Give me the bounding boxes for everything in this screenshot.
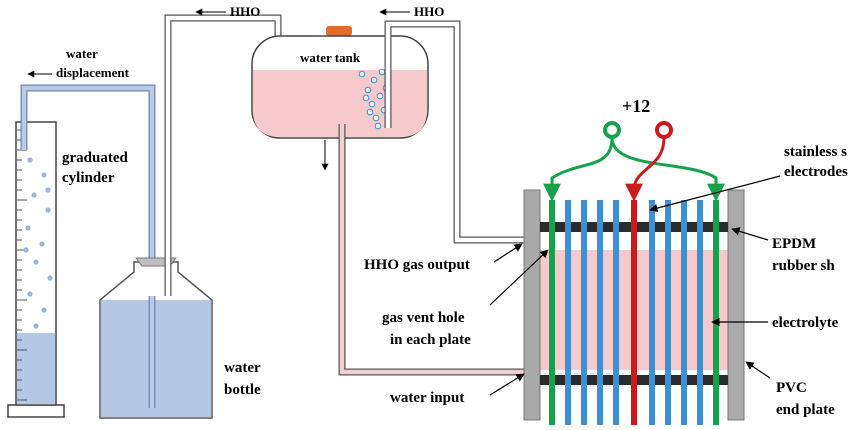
- bubble: [27, 291, 32, 296]
- tank-cap: [326, 26, 352, 36]
- electrode-plate: [613, 200, 619, 425]
- bubble: [369, 101, 375, 107]
- graduated-cylinder: [8, 122, 64, 417]
- label-gas-vent-2: in each plate: [390, 332, 471, 348]
- label-water-bottle-2: bottle: [224, 382, 261, 398]
- water-bottle: [100, 258, 212, 418]
- bubble: [47, 275, 52, 280]
- label-stainless-1: stainless s: [784, 144, 847, 160]
- label-water-displacement-2: displacement: [56, 65, 129, 80]
- bubble: [33, 323, 38, 328]
- label-gas-vent-1: gas vent hole: [382, 310, 465, 326]
- label-graduated-2: cylinder: [62, 170, 115, 186]
- label-pvc-1: PVC: [776, 380, 807, 396]
- bubble: [359, 71, 365, 77]
- label-hho-left: HHO: [230, 4, 261, 19]
- electrode-plate: [649, 200, 655, 425]
- bubble: [365, 87, 371, 93]
- electrode-plate: [597, 200, 603, 425]
- cylinder-base: [8, 405, 64, 417]
- bubble: [375, 123, 381, 129]
- bubble: [45, 207, 50, 212]
- bubble: [373, 115, 379, 121]
- label-water-input: water input: [390, 390, 465, 406]
- electrode-plate: [565, 200, 571, 425]
- bubble: [25, 225, 30, 230]
- label-graduated-1: graduated: [62, 150, 128, 166]
- wire-green-left: [552, 138, 612, 198]
- electrode-plate: [697, 200, 703, 425]
- water-tank: [252, 26, 428, 138]
- pvc-end-plate-right: [728, 190, 744, 420]
- label-epdm-2: rubber sh: [772, 258, 835, 274]
- cylinder-water: [17, 333, 55, 404]
- electrolyzer: [524, 190, 744, 425]
- electrode-plate: [631, 200, 637, 425]
- wire-red: [634, 138, 664, 198]
- bubble: [371, 77, 377, 83]
- label-epdm-1: EPDM: [772, 236, 817, 252]
- label-voltage: +12: [622, 96, 651, 116]
- bubble: [379, 69, 385, 75]
- label-stainless-2: electrodes: [784, 164, 848, 180]
- bubble: [33, 259, 38, 264]
- bubble: [27, 157, 32, 162]
- bubble: [41, 172, 46, 177]
- electrode-plate: [581, 200, 587, 425]
- bubble: [377, 93, 383, 99]
- bubble: [39, 241, 44, 246]
- label-water-displacement-1: water: [66, 46, 98, 61]
- bubble: [23, 247, 28, 252]
- bubble: [41, 307, 46, 312]
- electrode-plate: [681, 200, 687, 425]
- bubble: [363, 95, 369, 101]
- label-hho-right: HHO: [414, 4, 445, 19]
- label-water-bottle-1: water: [224, 360, 261, 376]
- electrode-plate: [549, 200, 555, 425]
- pvc-end-plate-left: [524, 190, 540, 420]
- label-water-tank: water tank: [300, 50, 361, 65]
- label-hho-gas-output: HHO gas output: [364, 257, 470, 273]
- terminal-positive: [657, 123, 671, 137]
- bubble: [367, 109, 373, 115]
- label-pvc-2: end plate: [776, 402, 835, 418]
- electrode-plate: [713, 200, 719, 425]
- wires: [552, 123, 716, 198]
- bubble: [31, 192, 36, 197]
- electrode-plate: [665, 200, 671, 425]
- terminal-negative: [605, 123, 619, 137]
- label-electrolyte: electrolyte: [772, 315, 839, 331]
- bubble: [45, 187, 50, 192]
